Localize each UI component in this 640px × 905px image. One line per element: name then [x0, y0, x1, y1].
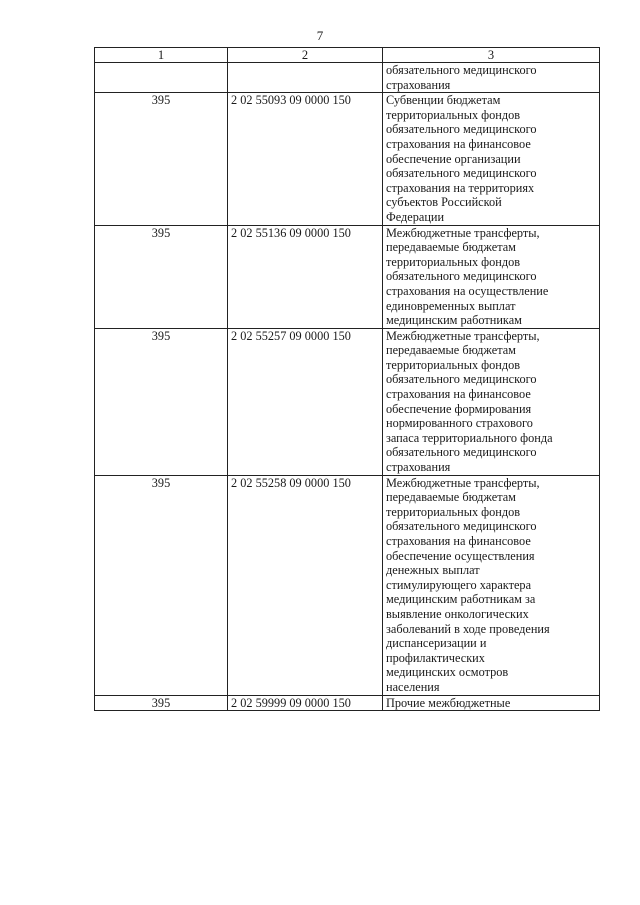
budget-codes-table: [94, 47, 600, 711]
budget-code-cell: [228, 63, 383, 93]
budget-code-cell: 2 02 55136 09 0000 150: [228, 225, 383, 328]
column-header-2: 2: [228, 48, 383, 63]
income-name-cell: Прочие межбюджетные: [383, 695, 600, 711]
income-name-cell: Межбюджетные трансферты, передаваемые бюджетам территориальных фондов обязательного медицинского страхования на финансовое обеспечение формирования нормированного страхового запаса территориального фонда обязательного медицинского страхования: [383, 328, 600, 475]
income-name-cell: Межбюджетные трансферты, передаваемые бюджетам территориальных фондов обязательного медицинского страхования на финансовое обеспечение осуществления денежных выплат стимулирующего характера медицинским работникам за выявление онкологических заболеваний в ходе проведения диспансеризации и профилактических медицинских осмотров населения: [383, 475, 600, 695]
admin-code-cell: [95, 63, 228, 93]
admin-code-cell: 395: [95, 328, 228, 475]
income-name-cell: Межбюджетные трансферты, передаваемые бюджетам территориальных фондов обязательного медицинского страхования на осуществление единовременных выплат медицинским работникам: [383, 225, 600, 328]
table-row: [95, 328, 600, 475]
page-number: 7: [316, 28, 324, 43]
table-row: [95, 695, 600, 711]
income-name-cell: обязательного медицинского страхования: [383, 63, 600, 93]
column-header-3: 3: [383, 48, 600, 63]
table-row: [95, 475, 600, 695]
budget-code-cell: 2 02 55257 09 0000 150: [228, 328, 383, 475]
column-header-1: 1: [95, 48, 228, 63]
admin-code-cell: 395: [95, 93, 228, 225]
admin-code-cell: 395: [95, 475, 228, 695]
table-header-row: [95, 48, 600, 63]
admin-code-cell: 395: [95, 225, 228, 328]
budget-code-cell: 2 02 55093 09 0000 150: [228, 93, 383, 225]
budget-code-cell: 2 02 55258 09 0000 150: [228, 475, 383, 695]
budget-code-cell: 2 02 59999 09 0000 150: [228, 695, 383, 711]
admin-code-cell: 395: [95, 695, 228, 711]
table-row: [95, 225, 600, 328]
table-row: [95, 63, 600, 93]
income-name-cell: Субвенции бюджетам территориальных фондов обязательного медицинского страхования на финансовое обеспечение организации обязательного медицинского страхования на территориях субъектов Российской Федерации: [383, 93, 600, 225]
table-row: [95, 93, 600, 225]
